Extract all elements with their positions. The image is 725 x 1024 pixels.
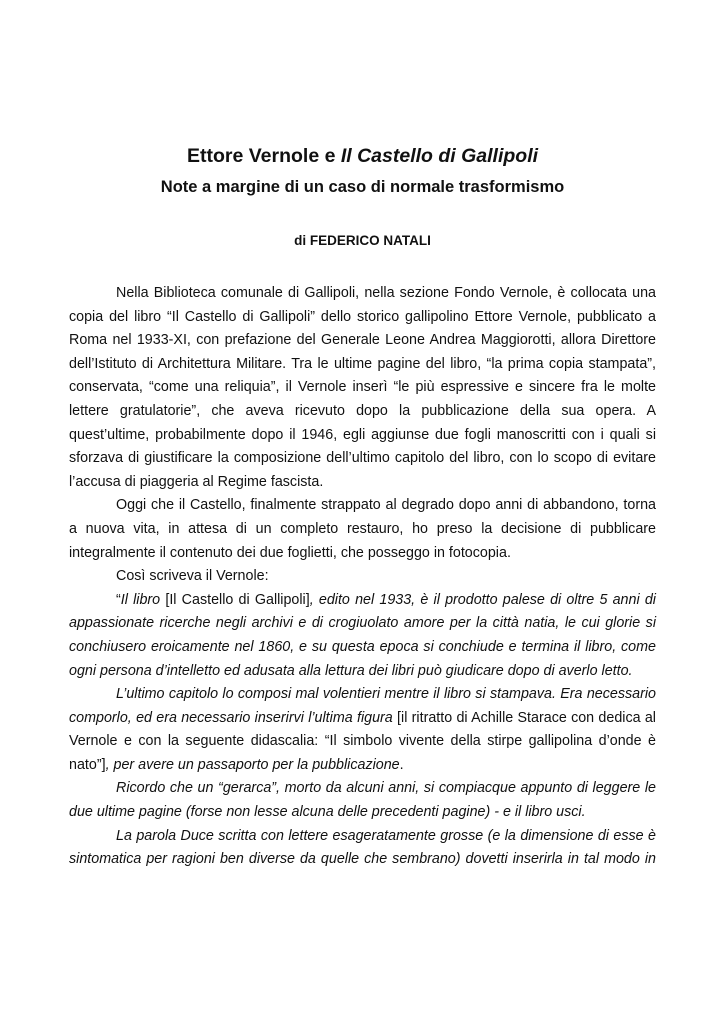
document-subtitle: Note a margine di un caso di normale trasformismo: [160, 178, 565, 196]
p5-bracket: [il ritratto di Achille Starace con dedica al Vernole e con la seguente didascalia: “Il simbolo vivente della stirpe gallipolina d’onde è nato”]: [69, 709, 656, 773]
quote-italic-2: , edito nel 1933, è il prodotto palese di oltre 5 anni di appassionate ricerche negli archivi e di crogiuolato amore per la città natia, le cui glorie si conchiusero eroicamente nel 1860, e su questa epoca si conchiude e termina il libro, come ogni persona d’intelletto ed adusata alla lettura dei libri può giudicare dopo di averlo letto.: [69, 591, 656, 679]
paragraph-2: Oggi che il Castello, finalmente strappato al degrado dopo anni di abbandono, torna a nuova vita, in attesa di un completo restauro, ho preso la decisione di pubblicare integralmente il contenuto dei due foglietti, che posseggo in fotocopia.: [69, 497, 656, 561]
paragraph-6: [69, 777, 656, 824]
quote-bracket-1: [Il Castello di Gallipoli]: [160, 591, 310, 608]
paragraph-3: Così scriveva il Vernole:: [116, 568, 269, 585]
quote-italic-1: Il libro: [120, 591, 161, 608]
paragraph-1: Nella Biblioteca comunale di Gallipoli, nella sezione Fondo Vernole, è collocata una copia del libro “Il Castello di Gallipoli” dello storico gallipolino Ettore Vernole, pubblicato a Roma nel 1933-XI, con prefazione del Generale Leone Andrea Maggiorotti, allora Direttore dell’Istituto di Architettura Militare. Tra le ultime pagine del libro, “la prima copia stampata”, conservata, “come una reliquia”, il Vernole inserì “le più espressive e sincere fra le molte lettere gratulatorie”, che aveva ricevuto dopo la pubblicazione della sua opera. A quest’ultime, probabilmente dopo il 1946, egli aggiunse due fogli manoscritti con i quali si sforzava di giustificare la composizione dell’ultimo capitolo del libro, con lo scopo di evitare l’accusa di piaggeria al Regime fascista.: [69, 285, 656, 490]
author-line: di FEDERICO NATALI: [294, 233, 431, 248]
title-book: Il Castello di Gallipoli: [340, 145, 539, 167]
paragraph-4: [69, 589, 656, 683]
p6-italic: Ricordo che un “gerarca”, morto da alcuni anni, si compiacque appunto di leggere le due ultime pagine (forse non lesse alcuna delle precedenti pagine) - e il libro usci.: [69, 780, 656, 821]
paragraph-7: [69, 825, 656, 872]
paragraph-5: [69, 683, 656, 777]
document-title: [0, 144, 725, 168]
article-body: [69, 282, 656, 872]
quote-open: “: [116, 591, 121, 608]
p5-end: .: [399, 756, 404, 773]
p5-italic-1: L’ultimo capitolo lo composi mal volentieri mentre il libro si stampava. Era necessario comporlo, ed era necessario inserirvi l’ultima figura: [69, 686, 656, 726]
title-prefix: Ettore Vernole e: [186, 145, 341, 167]
p7-italic: La parola Duce scritta con lettere esageratamente grosse (e la dimensione di esse è sintomatica per ragioni ben diverse da quelle che sembrano) dovetti inserirla in tal modo in: [69, 827, 656, 868]
p5-italic-2: , per avere un passaporto per la pubblicazione: [105, 756, 400, 773]
